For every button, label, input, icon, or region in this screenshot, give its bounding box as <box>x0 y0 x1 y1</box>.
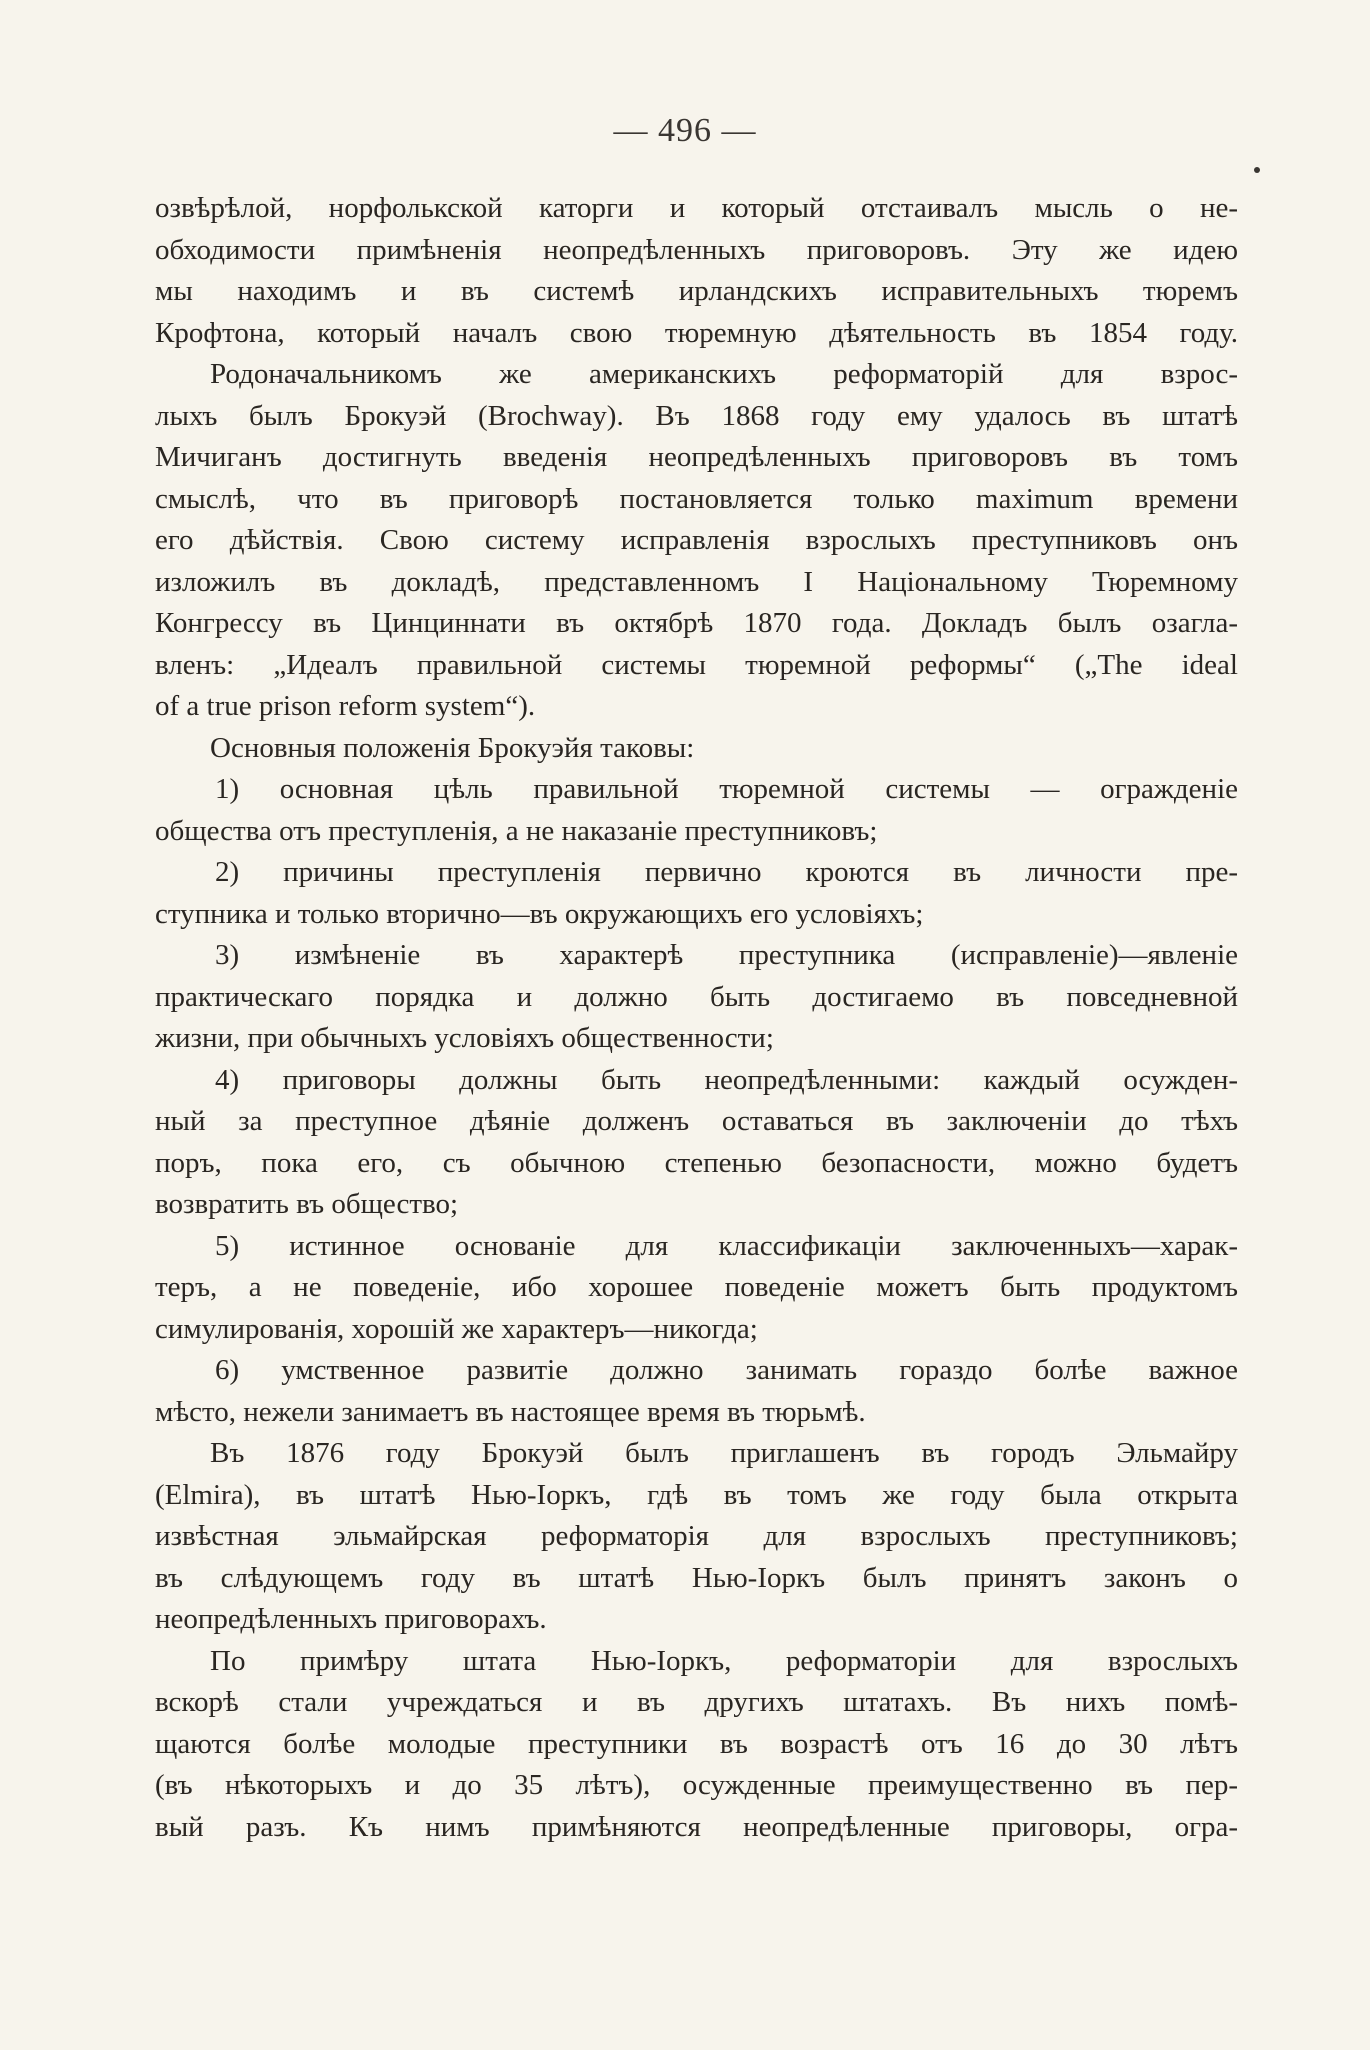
text-line: возвратить въ общество; <box>155 1188 459 1220</box>
text-line: вленъ: „Идеалъ правильной системы тюремной реформы“ („The ideal <box>155 648 1238 681</box>
text-line: неопредѣленныхъ приговорахъ. <box>155 1603 547 1635</box>
list-item-line: 2) причины преступленія первично кроются въ личности пре- <box>215 856 1238 888</box>
text-line: Конгрессу въ Цинциннати въ октябрѣ 1870 года. Докладъ былъ озагла- <box>155 607 1238 639</box>
page-number: — 496 — <box>613 112 757 149</box>
text-line: вый разъ. Къ нимъ примѣняются неопредѣленные приговоры, огра- <box>155 1810 1238 1843</box>
text-line: теръ, а не поведеніе, ибо хорошее поведеніе можетъ быть продуктомъ <box>155 1271 1238 1303</box>
text-line: практическаго порядка и должно быть достигаемо въ повседневной <box>155 980 1238 1013</box>
ink-dot-mark <box>1254 167 1260 173</box>
text-line: мы находимъ и въ системѣ ирландскихъ исправительныхъ тюремъ <box>155 275 1238 307</box>
text-line: мѣсто, нежели занимаетъ въ настоящее время въ тюрьмѣ. <box>155 1395 866 1428</box>
text-line: (въ нѣкоторыхъ и до 35 лѣтъ), осужденные преимущественно въ пер- <box>155 1769 1238 1801</box>
text-line: изложилъ въ докладѣ, представленномъ I Національному Тюремному <box>155 565 1238 598</box>
text-line: ный за преступное дѣяніе долженъ оставаться въ заключеніи до тѣхъ <box>155 1105 1238 1137</box>
text-line: обходимости примѣненія неопредѣленныхъ приговоровъ. Эту же идею <box>155 233 1238 266</box>
text-line: Крофтона, который началъ свою тюремную дѣятельность въ 1854 году. <box>155 316 1238 349</box>
body-text <box>155 188 1238 1848</box>
list-item-line: 1) основная цѣль правильной тюремной системы — огражденіе <box>215 773 1238 805</box>
text-line: смыслѣ, что въ приговорѣ постановляется только maximum времени <box>155 482 1238 515</box>
list-item-line: 5) истинное основаніе для классификаціи заключенныхъ—харак- <box>215 1229 1238 1262</box>
text-line: щаются болѣе молодые преступники въ возрастѣ отъ 16 до 30 лѣтъ <box>155 1727 1238 1760</box>
list-item-line: 6) умственное развитіе должно занимать гораздо болѣе важное <box>215 1354 1238 1386</box>
list-item-line: 3) измѣненіе въ характерѣ преступника (исправленіе)—явленіе <box>215 939 1238 971</box>
text-line: его дѣйствія. Свою систему исправленія взрослыхъ преступниковъ онъ <box>155 524 1238 556</box>
text-line: ступника и только вторично—въ окружающихъ его условіяхъ; <box>155 897 924 930</box>
paragraph-first-line: Родоначальникомъ же американскихъ реформаторій для взрос- <box>210 358 1238 390</box>
text-line: Мичиганъ достигнуть введенія неопредѣленныхъ приговоровъ въ томъ <box>155 441 1238 473</box>
text-line: of a true prison reform system“). <box>155 690 536 722</box>
text-line: симулированія, хорошій же характеръ—никогда; <box>155 1312 758 1345</box>
text-line: (Elmira), въ штатѣ Нью-Іоркъ, гдѣ въ томъ же году была открыта <box>155 1478 1238 1511</box>
text-line: вскорѣ стали учреждаться и въ другихъ штатахъ. Въ нихъ помѣ- <box>155 1686 1238 1718</box>
text-line: поръ, пока его, съ обычною степенью безопасности, можно будетъ <box>155 1146 1238 1179</box>
text-line: извѣстная эльмайрская реформаторія для взрослыхъ преступниковъ; <box>155 1520 1238 1552</box>
text-line: жизни, при обычныхъ условіяхъ общественности; <box>155 1022 774 1054</box>
text-line: озвѣрѣлой, норфолькской каторги и который отстаивалъ мысль о не- <box>155 192 1238 224</box>
text-line: лыхъ былъ Брокуэй (Brochway). Въ 1868 году ему удалось въ штатѣ <box>155 399 1238 432</box>
list-item-line: 4) приговоры должны быть неопредѣленными: каждый осужден- <box>215 1063 1238 1096</box>
text-line: въ слѣдующемъ году въ штатѣ Нью-Іоркъ былъ принятъ законъ о <box>155 1561 1238 1594</box>
paragraph-first-line: Въ 1876 году Брокуэй былъ приглашенъ въ городъ Эльмайру <box>210 1437 1238 1469</box>
paragraph-first-line: По примѣру штата Нью-Іоркъ, реформаторіи для взрослыхъ <box>210 1644 1238 1677</box>
paragraph-first-line: Основныя положенія Брокуэйя таковы: <box>210 731 695 764</box>
text-line: общества отъ преступленія, а не наказаніе преступниковъ; <box>155 814 878 847</box>
